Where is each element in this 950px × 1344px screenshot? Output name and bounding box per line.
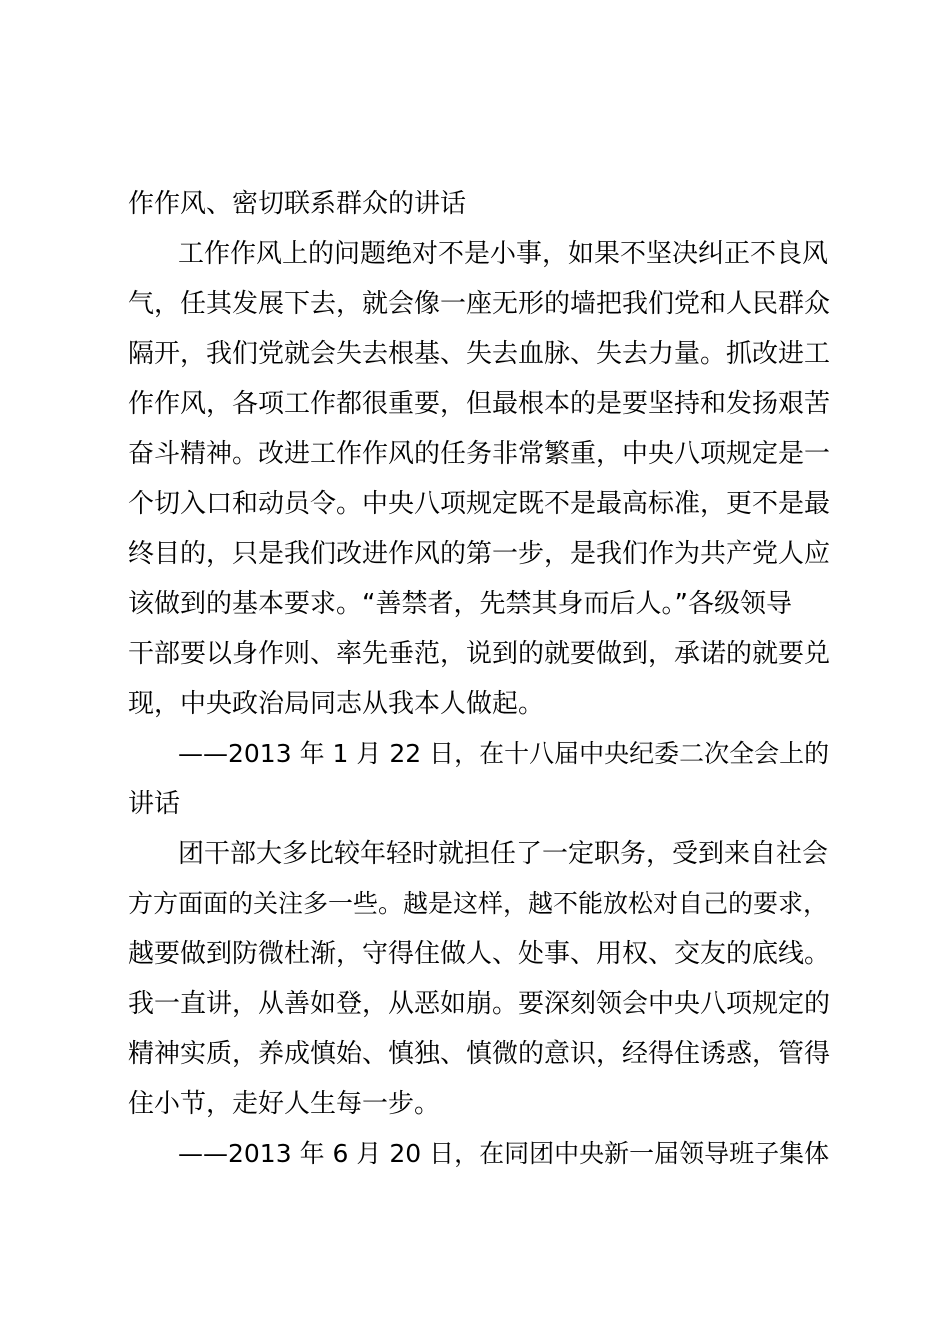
- paragraph-first-line: 团干部大多比较年轻时就担任了一定职务，受到来自社会: [178, 839, 829, 869]
- source-citation: ——2013 年 1 月 22 日，在十八届中央纪委二次全会上的: [178, 739, 830, 768]
- text-line: 精神实质，养成慎始、慎独、慎微的意识，经得住诱惑，管得: [128, 1039, 831, 1069]
- source-citation: ——2013 年 6 月 20 日，在同团中央新一届领导班子集体: [178, 1139, 830, 1168]
- paragraph-first-line: 工作作风上的问题绝对不是小事，如果不坚决纠正不良风: [178, 239, 829, 269]
- text-line: 干部要以身作则、率先垂范，说到的就要做到，承诺的就要兑: [128, 639, 831, 669]
- text-line: 方方面面的关注多一些。越是这样，越不能放松对自己的要求，: [128, 889, 829, 918]
- text-line: 奋斗精神。改进工作作风的任务非常繁重，中央八项规定是一: [128, 439, 831, 469]
- text-line: 隔开，我们党就会失去根基、失去血脉、失去力量。抓改进工: [128, 339, 831, 369]
- text-line: 住小节，走好人生每一步。: [128, 1089, 441, 1119]
- text-line: 作作风、密切联系群众的讲话: [128, 189, 467, 219]
- text-line: 越要做到防微杜渐，守得住做人、处事、用权、交友的底线。: [128, 939, 831, 969]
- text-line: 个切入口和动员令。中央八项规定既不是最高标准，更不是最: [128, 489, 831, 519]
- text-line: 作作风，各项工作都很重要，但最根本的是要坚持和发扬艰苦: [128, 389, 831, 419]
- text-line: 我一直讲，从善如登，从恶如崩。要深刻领会中央八项规定的: [128, 989, 831, 1019]
- text-line: 终目的，只是我们改进作风的第一步，是我们作为共产党人应: [128, 539, 831, 569]
- text-line: 讲话: [128, 789, 181, 819]
- text-line: 现，中央政治局同志从我本人做起。: [128, 689, 545, 719]
- text-line: 该做到的基本要求。“善禁者，先禁其身而后人。”各级领导: [128, 589, 792, 619]
- text-line: 气，任其发展下去，就会像一座无形的墙把我们党和人民群众: [128, 289, 831, 319]
